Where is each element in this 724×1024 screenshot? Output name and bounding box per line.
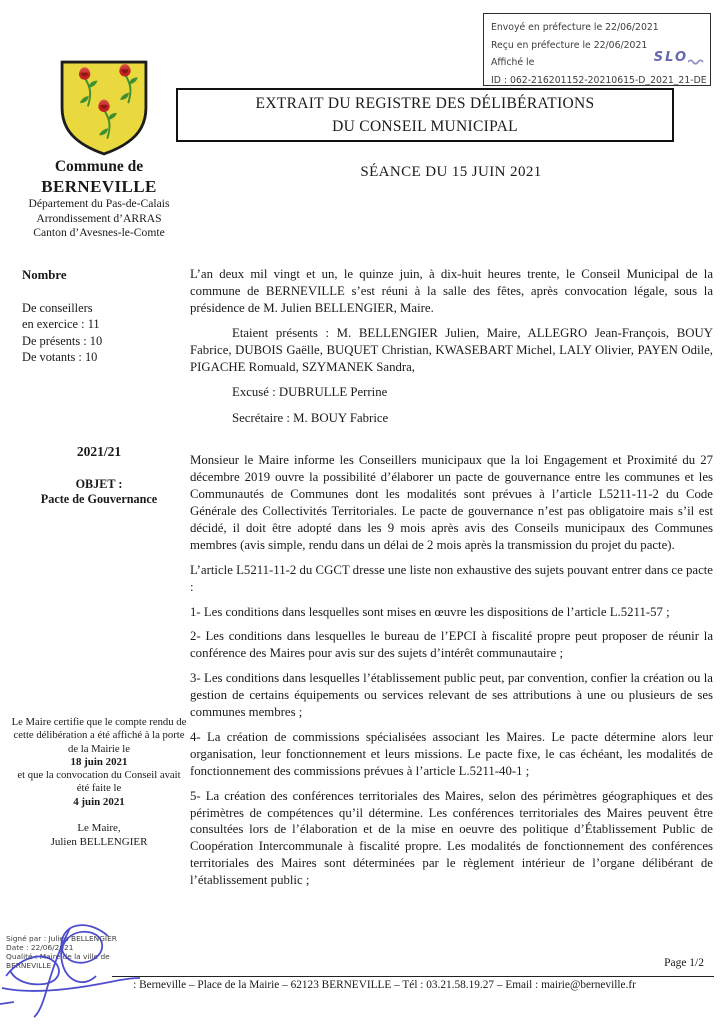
maire-name: Julien BELLENGIER <box>50 835 148 848</box>
page-title-line2: DU CONSEIL MUNICIPAL <box>332 118 518 135</box>
objet-label: OBJET : <box>75 477 123 491</box>
handwritten-signature-icon <box>0 918 190 1018</box>
page-number: Page 1/2 <box>664 957 704 969</box>
footer-address: : Berneville – Place de la Mairie – 62123 BERNEVILLE – Tél : 03.21.58.19.27 – Email : mairie@berneville.fr <box>133 979 636 991</box>
stamp-posted-line: Affiché le <box>491 57 535 68</box>
prefecture-stamp-box <box>483 13 711 86</box>
commune-arrondissement: Arrondissement d’ARRAS <box>36 211 162 225</box>
cert-text-1: Le Maire certifie que le compte rendu de cette délibération a été affiché à la porte de la Mairie le <box>11 716 187 755</box>
signed-by-line: Signé par : Julien BELLENGIER <box>6 934 117 943</box>
stamp-id-line: ID : 062-216201152-20210615-D_2021_21-DE <box>491 74 707 86</box>
deliberation-body <box>190 266 713 897</box>
nombre-exercice: en exercice : 11 <box>22 317 100 332</box>
footer-rule <box>112 976 714 977</box>
paragraph-presents: Etaient présents : M. BELLENGIER Julien, Maire, ALLEGRO Jean-François, BOUY Fabrice, DUBOIS Gaëlle, BUQUET Christian, KWASEBART Michel, LALY Olivier, PAYEN Odile, PIGACHE Romuald, SZYMANEK Sandra, <box>190 325 713 374</box>
paragraph-intro-pacte: Monsieur le Maire informe les Conseillers municipaux que la loi Engagement et Proximité du 27 décembre 2019 ouvre la possibilité d’élaborer un pacte de gouvernance entre les communes et les Communautés de Communes dont les modalités sont prévues à l’article L5211-11-2 du Code Générale des Collectivités Territoriales. Le pacte de gouvernance n’est pas obligatoire mais s’il est décidé, il doit être adopté dans les 9 mois après avis des Conseils municipaux des Communes membres (avis simple, rendu dans un délai de 2 mois après la transmission du projet du pacte). <box>190 453 713 552</box>
sidebar-nombre-title: Nombre <box>22 268 67 282</box>
stamp-received-line: Reçu en préfecture le 22/06/2021 <box>491 39 648 51</box>
cert-text-2: et que la convocation du Conseil avait été faite le <box>17 769 181 795</box>
commune-canton: Canton d’Avesnes-le-Comte <box>33 226 165 239</box>
paragraph-session: L’an deux mil vingt et un, le quinze juin, à dix-huit heures trente, le Conseil Municipal de la commune de BERNEVILLE s’est réuni à la salle des fêtes, après convocation légale, sous la présidence de M. Julien BELLENGIER, Maire. <box>190 267 713 315</box>
seance-title: SÉANCE DU 15 JUIN 2021 <box>360 164 542 180</box>
line-excuse: Excusé : DUBRULLE Perrine <box>232 385 388 400</box>
signed-city-line: BERNEVILLE <box>6 961 52 970</box>
nombre-votants: De votants : 10 <box>22 349 98 364</box>
maire-title: Le Maire, <box>77 822 121 835</box>
title-box <box>176 88 674 142</box>
objet-block <box>8 477 190 507</box>
sidebar-nombre-lines <box>22 300 102 365</box>
cert-date-affichage: 18 juin 2021 <box>70 755 128 768</box>
certification-block <box>10 716 188 849</box>
signed-quality-line: Qualité : Maire de la ville de <box>6 952 110 961</box>
line-secretaire: Secrétaire : M. BOUY Fabrice <box>232 411 389 426</box>
signed-date-line: Date : 22/06/2021 <box>6 943 74 952</box>
maire-signature-block <box>10 822 188 849</box>
pacte-item-4: 4- La création de commissions spécialisées associant les Maires. Le pacte détermine alors leur organisation, leur fonctionnement et leurs missions. Le pacte fixe, le cas échéant, les modalités de fonctionnement des commissions prévues à l’article L.5211-40-1 ; <box>190 729 713 778</box>
pacte-item-5: 5- La création des conférences territoriales des Maires, selon des périmètres géographiques et des périmètres de compétences qu’il détermine. Les conférences territoriales des Maires peuvent être consultées lors de l’élaboration et de la mise en oeuvre des politique d’Établissement Public de Coopération Intercommunale à fiscalité propre. Les modalités de fonctionnement des conférences territoriales des Maires sont déterminées par le règlement intérieur de l’organe délibérant de l’établissement public ; <box>190 788 713 888</box>
pacte-item-2: 2- Les conditions dans lesquelles le bureau de l’EPCI à fiscalité propre peut proposer de réunir la conférence des Maires pour avis sur des sujets d’intérêt communautaire ; <box>190 629 713 661</box>
commune-departement: Département du Pas-de-Calais <box>28 197 170 210</box>
commune-block <box>8 157 190 241</box>
commune-name: BERNEVILLE <box>41 177 157 196</box>
nombre-conseillers: De conseillers <box>22 301 93 315</box>
coat-of-arms-shield-icon <box>46 58 162 158</box>
nombre-presents: De présents : 10 <box>22 333 103 348</box>
page-title-line1: EXTRAIT DU REGISTRE DES DÉLIBÉRATIONS <box>255 95 595 112</box>
deliberation-ref: 2021/21 <box>76 444 122 459</box>
paragraph-liste-intro: L’article L5211-11-2 du CGCT dresse une liste non exhaustive des sujets pouvant entrer dans ce pacte : <box>190 562 713 594</box>
pacte-item-3: 3- Les conditions dans lesquelles l’établissement public peut, par convention, confier la création ou la gestion de certains équipements ou services relevant de ses attributions à une ou plusieurs de ses communes membres ; <box>190 671 713 720</box>
pacte-item-1: 1- Les conditions dans lesquelles sont mises en œuvre les dispositions de l’article L.5211-57 ; <box>190 604 670 619</box>
logo-wave-icon <box>688 58 704 66</box>
commune-label: Commune de <box>54 158 144 175</box>
s2low-logo: SLO <box>653 50 688 65</box>
objet-value: Pacte de Gouvernance <box>40 492 158 506</box>
cert-date-convocation: 4 juin 2021 <box>73 795 125 808</box>
stamp-sent-line: Envoyé en préfecture le 22/06/2021 <box>491 22 659 33</box>
